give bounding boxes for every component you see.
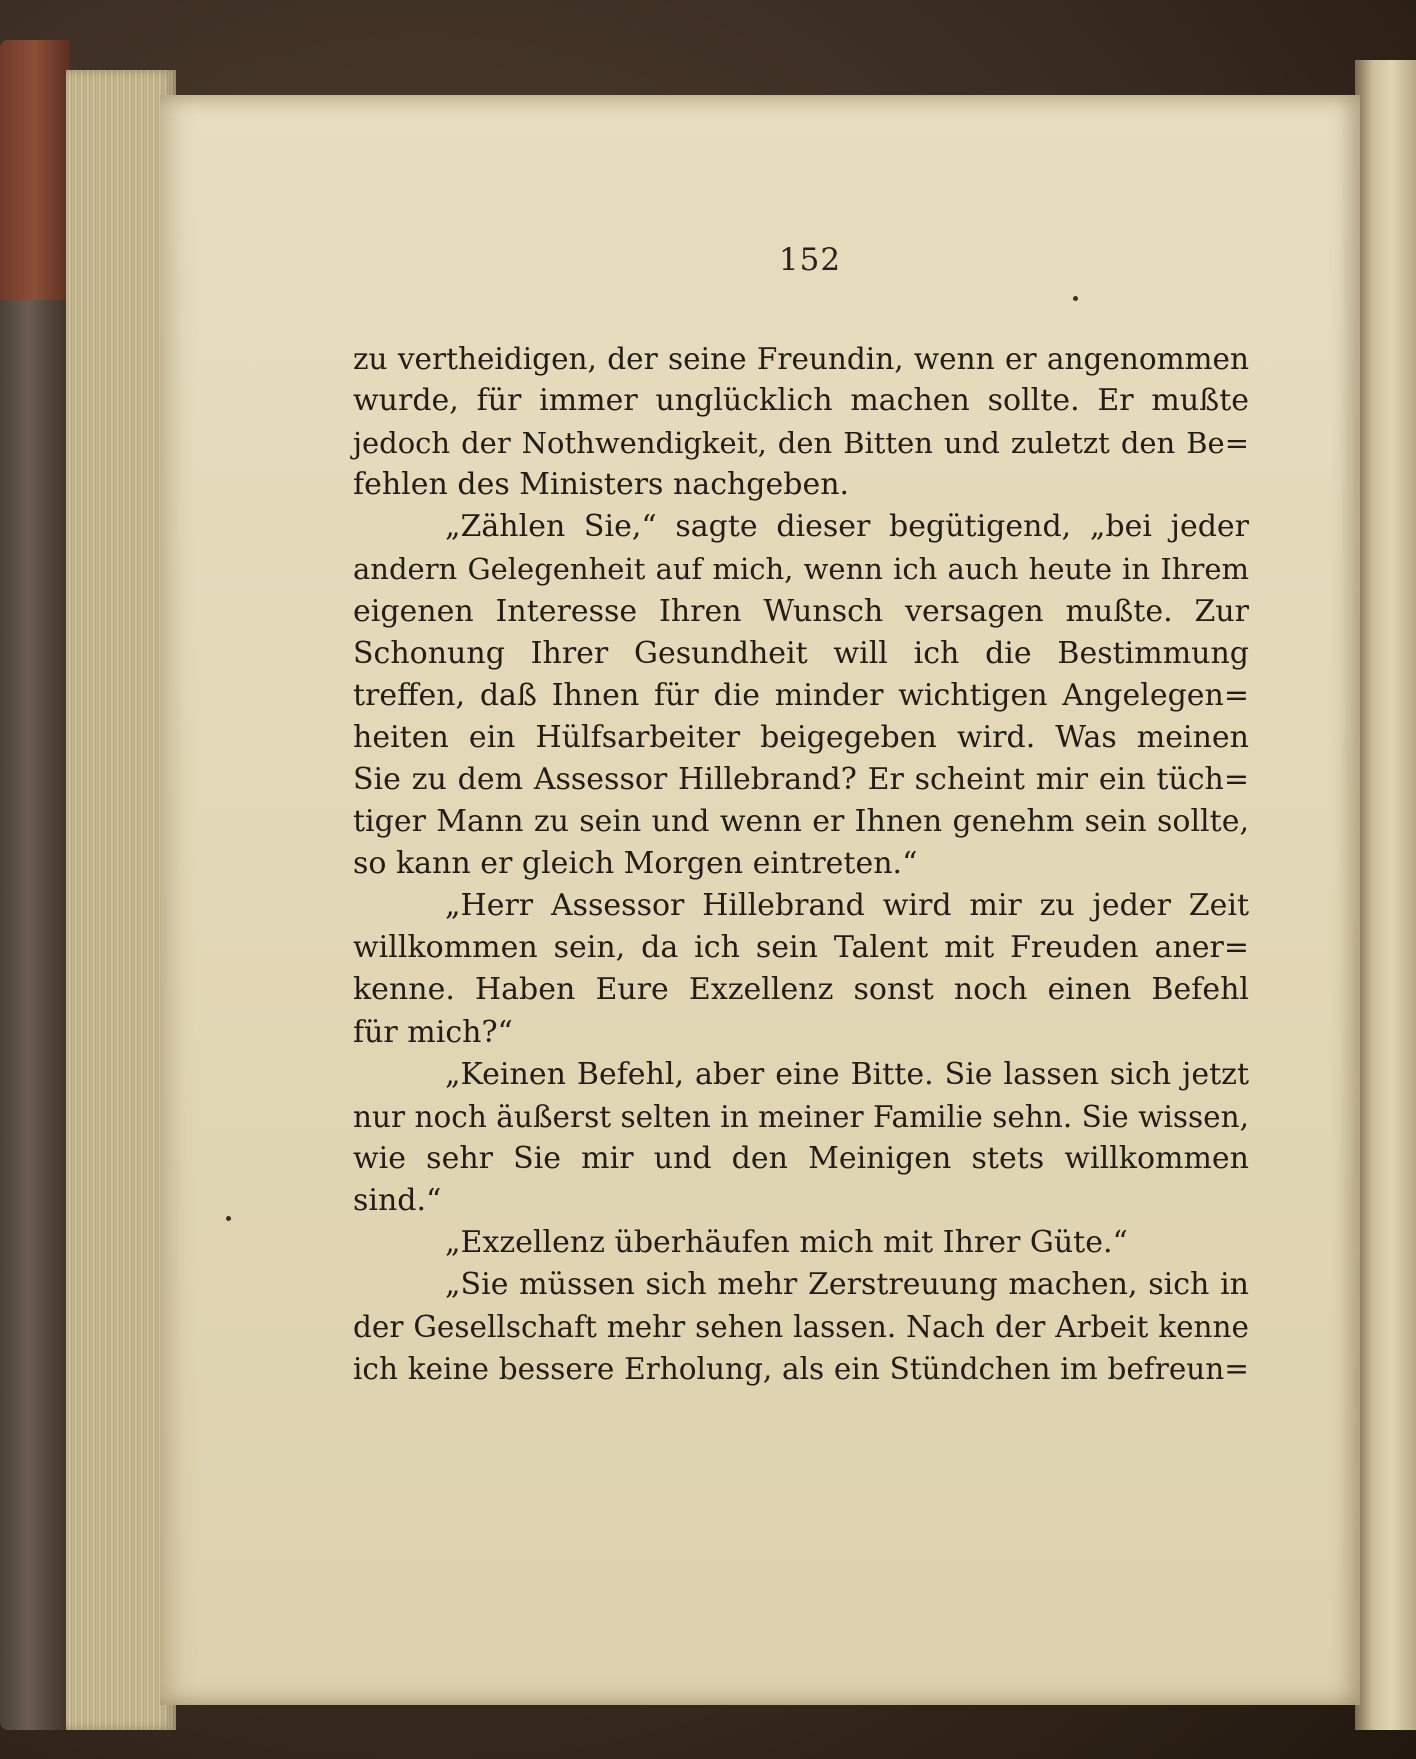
text-line: kenne. Haben Eure Exzellenz sonst noch einen Befehl [353,972,1249,1008]
text-line: der Gesellschaft mehr sehen lassen. Nach der Arbeit kenne [353,1310,1249,1345]
text-line: „Zählen Sie,“ sagte dieser begütigend, „bei jeder [445,509,1249,545]
text-line: sind.“ [353,1182,442,1218]
text-line: „Herr Assessor Hillebrand wird mir zu jeder Zeit [445,888,1249,924]
text-line: treffen, daß Ihnen für die minder wichtigen Angelegen= [353,677,1249,713]
text-line: Sie zu dem Assessor Hillebrand? Er scheint mir ein tüch= [353,761,1249,797]
text-line: jedoch der Nothwendigkeit, den Bitten und zuletzt den Be= [353,426,1249,461]
text-line: wie sehr Sie mir und den Meinigen stets willkommen [353,1140,1249,1176]
text-line: „Keinen Befehl, aber eine Bitte. Sie lassen sich jetzt [445,1056,1249,1092]
text-line: für mich?“ [353,1014,513,1050]
text-line: „Exzellenz überhäufen mich mit Ihrer Güte.“ [445,1224,1128,1260]
text-line: wurde, für immer unglücklich machen sollte. Er mußte [353,383,1249,419]
text-line: andern Gelegenheit auf mich, wenn ich auch heute in Ihrem [353,552,1249,587]
ink-speck [1073,296,1078,301]
text-line: ich keine bessere Erholung, als ein Stündchen im befreun= [353,1352,1249,1387]
ink-speck [226,1216,231,1221]
book-cover-corner [0,40,70,300]
text-line: willkommen sein, da ich sein Talent mit Freuden aner= [353,930,1249,966]
text-line: zu vertheidigen, der seine Freundin, wenn er angenommen [353,342,1249,376]
text-line: tiger Mann zu sein und wenn er Ihnen genehm sein sollte, [353,804,1249,840]
text-line: „Sie müssen sich mehr Zerstreuung machen, sich in [445,1267,1249,1303]
text-line: heiten ein Hülfsarbeiter beigegeben wird. Was meinen [353,719,1249,755]
facing-page-edge [1355,60,1416,1730]
text-line: so kann er gleich Morgen eintreten.“ [353,846,918,882]
body-text [353,338,1249,1390]
page-number: 152 [778,242,842,278]
text-line: Schonung Ihrer Gesundheit will ich die Bestimmung [353,635,1249,671]
text-line: fehlen des Ministers nachgeben. [353,467,850,503]
text-line: eigenen Interesse Ihren Wunsch versagen mußte. Zur [353,593,1249,629]
text-line: nur noch äußerst selten in meiner Familie sehn. Sie wissen, [353,1099,1249,1134]
